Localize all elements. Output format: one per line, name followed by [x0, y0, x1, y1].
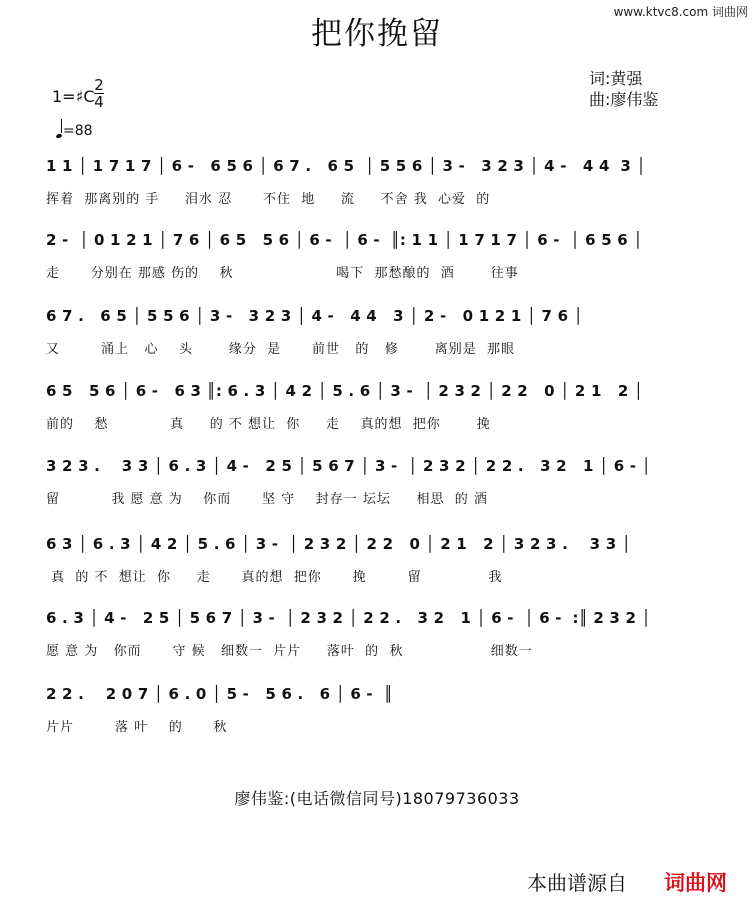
lyrics-row: 挥着 那离别的 手 泪水 忍 不住 地 流 不舍 我 心爱 的 — [46, 192, 491, 207]
notation-row: 6 5 5 6 │ 6 - 6 3 ║: 6 . 3 │ 4 2 │ 5 . 6 │ 3 - │ 2 3 2 │ 2 2 0 │ 2 1 2 │ — [46, 382, 644, 400]
score-line-8 — [46, 685, 696, 767]
lyrics-row: 又 涌上 心 头 缘分 是 前世 的 修 离别是 那眼 — [46, 342, 515, 357]
score-line-1 — [46, 157, 696, 239]
time-signature-top: 2 — [94, 76, 104, 94]
lyrics-row: 留 我 愿 意 为 你而 坚 守 封存一 坛坛 相思 的 酒 — [46, 492, 488, 507]
source-label: 本曲谱源自 — [527, 871, 627, 895]
quarter-note-icon — [55, 133, 62, 139]
notation-row: 6 . 3 │ 4 - 2 5 │ 5 6 7 │ 3 - │ 2 3 2 │ 2 2 . 3 2 1 │ 6 - │ 6 - :║ 2 3 2 │ — [46, 609, 651, 627]
lyricist-credit: 词:黄强 — [589, 69, 643, 88]
notation-row: 2 2 . 2 0 7 │ 6 . 0 │ 5 - 5 6 . 6 │ 6 - ║ — [46, 685, 393, 703]
watermark: www.ktvc8.com 词曲网 — [613, 5, 748, 19]
time-signature-bottom: 4 — [94, 93, 104, 111]
tempo-marking — [56, 121, 93, 139]
notation-row: 1 1 │ 1 7 1 7 │ 6 - 6 5 6 │ 6 7 . 6 5 │ 5 5 6 │ 3 - 3 2 3 │ 4 - 4 4 3 │ — [46, 157, 646, 175]
score-line-5 — [46, 457, 696, 539]
lyrics-row: 真 的 不 想让 你 走 真的想 把你 挽 留 我 — [46, 570, 503, 585]
notation-row: 6 3 │ 6 . 3 │ 4 2 │ 5 . 6 │ 3 - │ 2 3 2 │ 2 2 0 │ 2 1 2 │ 3 2 3 . 3 3 │ — [46, 535, 632, 553]
score-line-6 — [46, 535, 696, 617]
contact-info: 廖伟鉴:(电话微信同号)18079736033 — [234, 789, 520, 808]
notation-row: 6 7 . 6 5 │ 5 5 6 │ 3 - 3 2 3 │ 4 - 4 4 3 │ 2 - 0 1 2 1 │ 7 6 │ — [46, 307, 583, 325]
lyrics-row: 走 分别在 那感 伤的 秋 喝下 那愁酿的 酒 往事 — [46, 266, 519, 281]
lyrics-row: 片片 落 叶 的 秋 — [46, 720, 228, 735]
time-signature — [94, 78, 104, 109]
notation-row: 2 - │ 0 1 2 1 │ 7 6 │ 6 5 5 6 │ 6 - │ 6 - ║: 1 1 │ 1 7 1 7 │ 6 - │ 6 5 6 │ — [46, 231, 643, 249]
notation-row: 3 2 3 . 3 3 │ 6 . 3 │ 4 - 2 5 │ 5 6 7 │ 3 - │ 2 3 2 │ 2 2 . 3 2 1 │ 6 - │ — [46, 457, 651, 475]
score-line-7 — [46, 609, 696, 691]
lyrics-row: 前的 愁 真 的 不 想让 你 走 真的想 把你 挽 — [46, 417, 491, 432]
key-signature: 1=♯C — [52, 87, 95, 106]
score-line-2 — [46, 231, 696, 313]
lyrics-row: 愿 意 为 你而 守 候 细数一 片片 落叶 的 秋 细数一 — [46, 644, 533, 659]
tempo-value: =88 — [63, 123, 93, 139]
score-line-3 — [46, 307, 696, 389]
song-title: 把你挽留 — [311, 16, 443, 52]
score-line-4 — [46, 382, 696, 464]
composer-credit: 曲:廖伟鉴 — [589, 90, 659, 109]
site-logo[interactable]: 词曲网 — [664, 871, 727, 895]
quarter-note-stem — [61, 119, 62, 133]
